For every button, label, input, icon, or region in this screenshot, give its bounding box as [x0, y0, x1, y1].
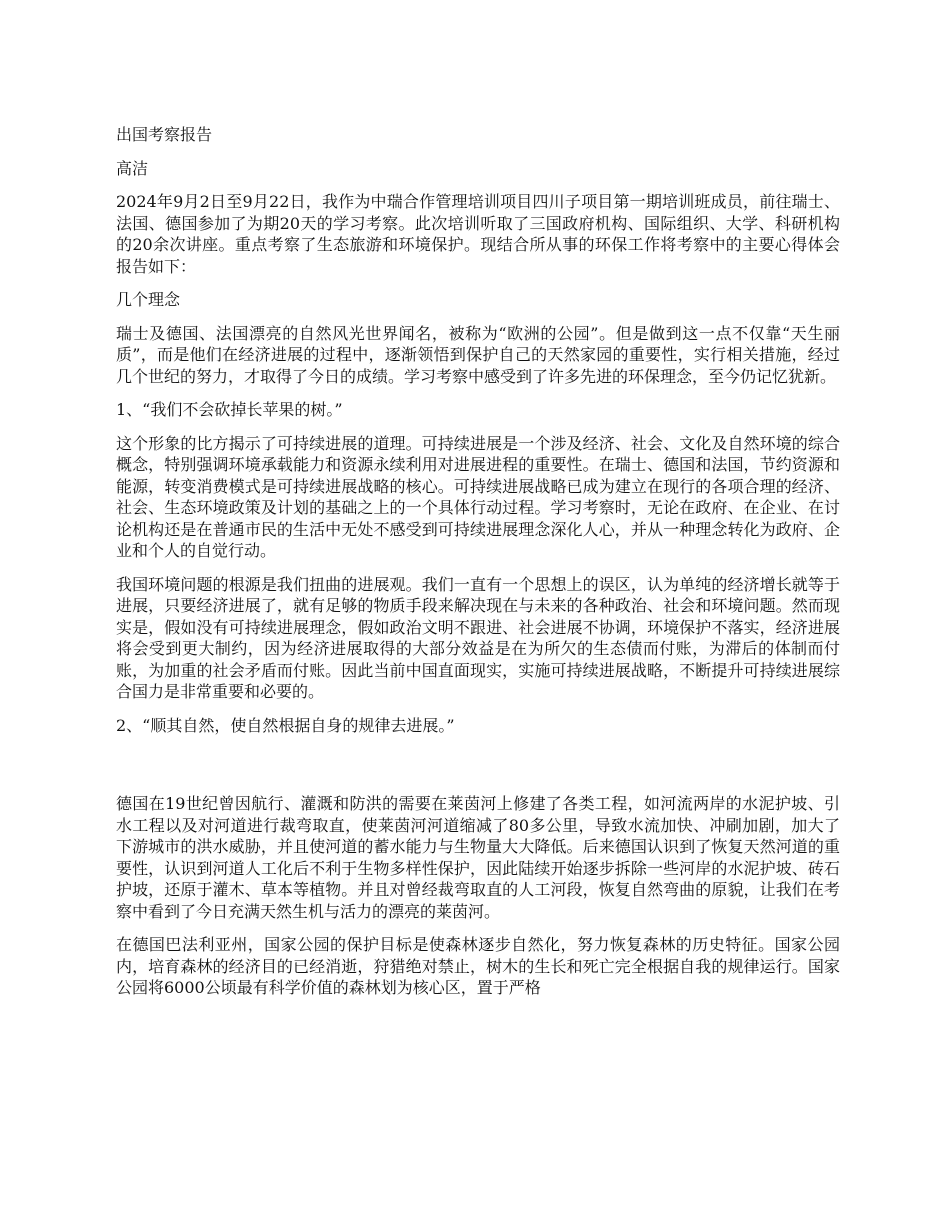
- document-title: 出国考察报告: [116, 125, 213, 144]
- point2-paragraph-2: 在德国巴法利亚州，国家公园的保护目标是使森林逐步自然化，努力恢复森林的历史特征。国家公园内，培育森林的经济目的已经消逝，狩猎绝对禁止，树木的生长和死亡完全根据自我的规律运行。国家公园将6000公顷最有科学价值的森林划为核心区，置于严格: [116, 935, 840, 997]
- point2-heading: 2、“顺其自然，使自然根据自身的规律去进展。”: [116, 715, 455, 735]
- document-page: [116, 124, 840, 1011]
- section-heading: 几个理念: [116, 290, 181, 309]
- point2-paragraph-1: 德国在19世纪曾因航行、灌溉和防洪的需要在莱茵河上修建了各类工程，如河流两岸的水泥护坡、引水工程以及对河道进行裁弯取直，使莱茵河河道缩减了80多公里，导致水流加快、冲刷加剧，加大了下游城市的洪水威胁，并且使河道的蓄水能力与生物量大大降低。后来德国认识到了恢复天然河道的重要性，认识到河道人工化后不利于生物多样性保护，因此陆续开始逐步拆除一些河岸的水泥护坡、砖石护坡，还原于灌木、草本等植物。并且对曾经裁弯取直的人工河段，恢复自然弯曲的原貌，让我们在考察中看到了今日充满天然生机与活力的漂亮的莱茵河。: [116, 794, 840, 921]
- intro-paragraph: 2024年9月2日至9月22日，我作为中瑞合作管理培训项目四川子项目第一期培训班成员，前往瑞士、法国、德国参加了为期20天的学习考察。此次培训听取了三国政府机构、国际组织、大学、科研机构的20余次讲座。重点考察了生态旅游和环境保护。现结合所从事的环保工作将考察中的主要心得体会报告如下：: [116, 192, 840, 276]
- point1-paragraph-2: 我国环境问题的根源是我们扭曲的进展观。我们一直有一个思想上的误区，认为单纯的经济增长就等于进展，只要经济进展了，就有足够的物质手段来解决现在与未来的各种政治、社会和环境问题。然而现实是，假如没有可持续进展理念，假如政治文明不跟进、社会进展不协调，环境保护不落实，经济进展将会受到更大制约，因为经济进展取得的大部分效益是在为所欠的生态债而付账，为滞后的体制而付账，为加重的社会矛盾而付账。因此当前中国直面现实，实施可持续进展战略，不断提升可持续进展综合国力是非常重要和必要的。: [116, 574, 840, 701]
- section-intro-paragraph: 瑞士及德国、法国漂亮的自然风光世界闻名，被称为“欧洲的公园”。但是做到这一点不仅靠“天生丽质”，而是他们在经济进展的过程中，逐渐领悟到保护自己的天然家园的重要性，实行相关措施，经过几个世纪的努力，才取得了今日的成绩。学习考察中感受到了许多先进的环保理念，至今仍记忆犹新。: [116, 323, 840, 386]
- point1-paragraph-1: 这个形象的比方揭示了可持续进展的道理。可持续进展是一个涉及经济、社会、文化及自然环境的综合概念，特别强调环境承载能力和资源永续利用对进展进程的重要性。在瑞士、德国和法国，节约资源和能源，转变消费模式是可持续进展战略的核心。可持续进展战略已成为建立在现行的各项合理的经济、社会、生态环境政策及计划的基础之上的一个具体行动过程。学习考察时，无论在政府、在企业、在讨论机构还是在普通市民的生活中无处不感受到可持续进展理念深化人心，并从一种理念转化为政府、企业和个人的自觉行动。: [116, 433, 840, 560]
- paragraph-gap: [116, 748, 840, 793]
- point1-heading: 1、“我们不会砍掉长苹果的树。”: [116, 400, 343, 419]
- document-author: 高洁: [116, 158, 149, 178]
